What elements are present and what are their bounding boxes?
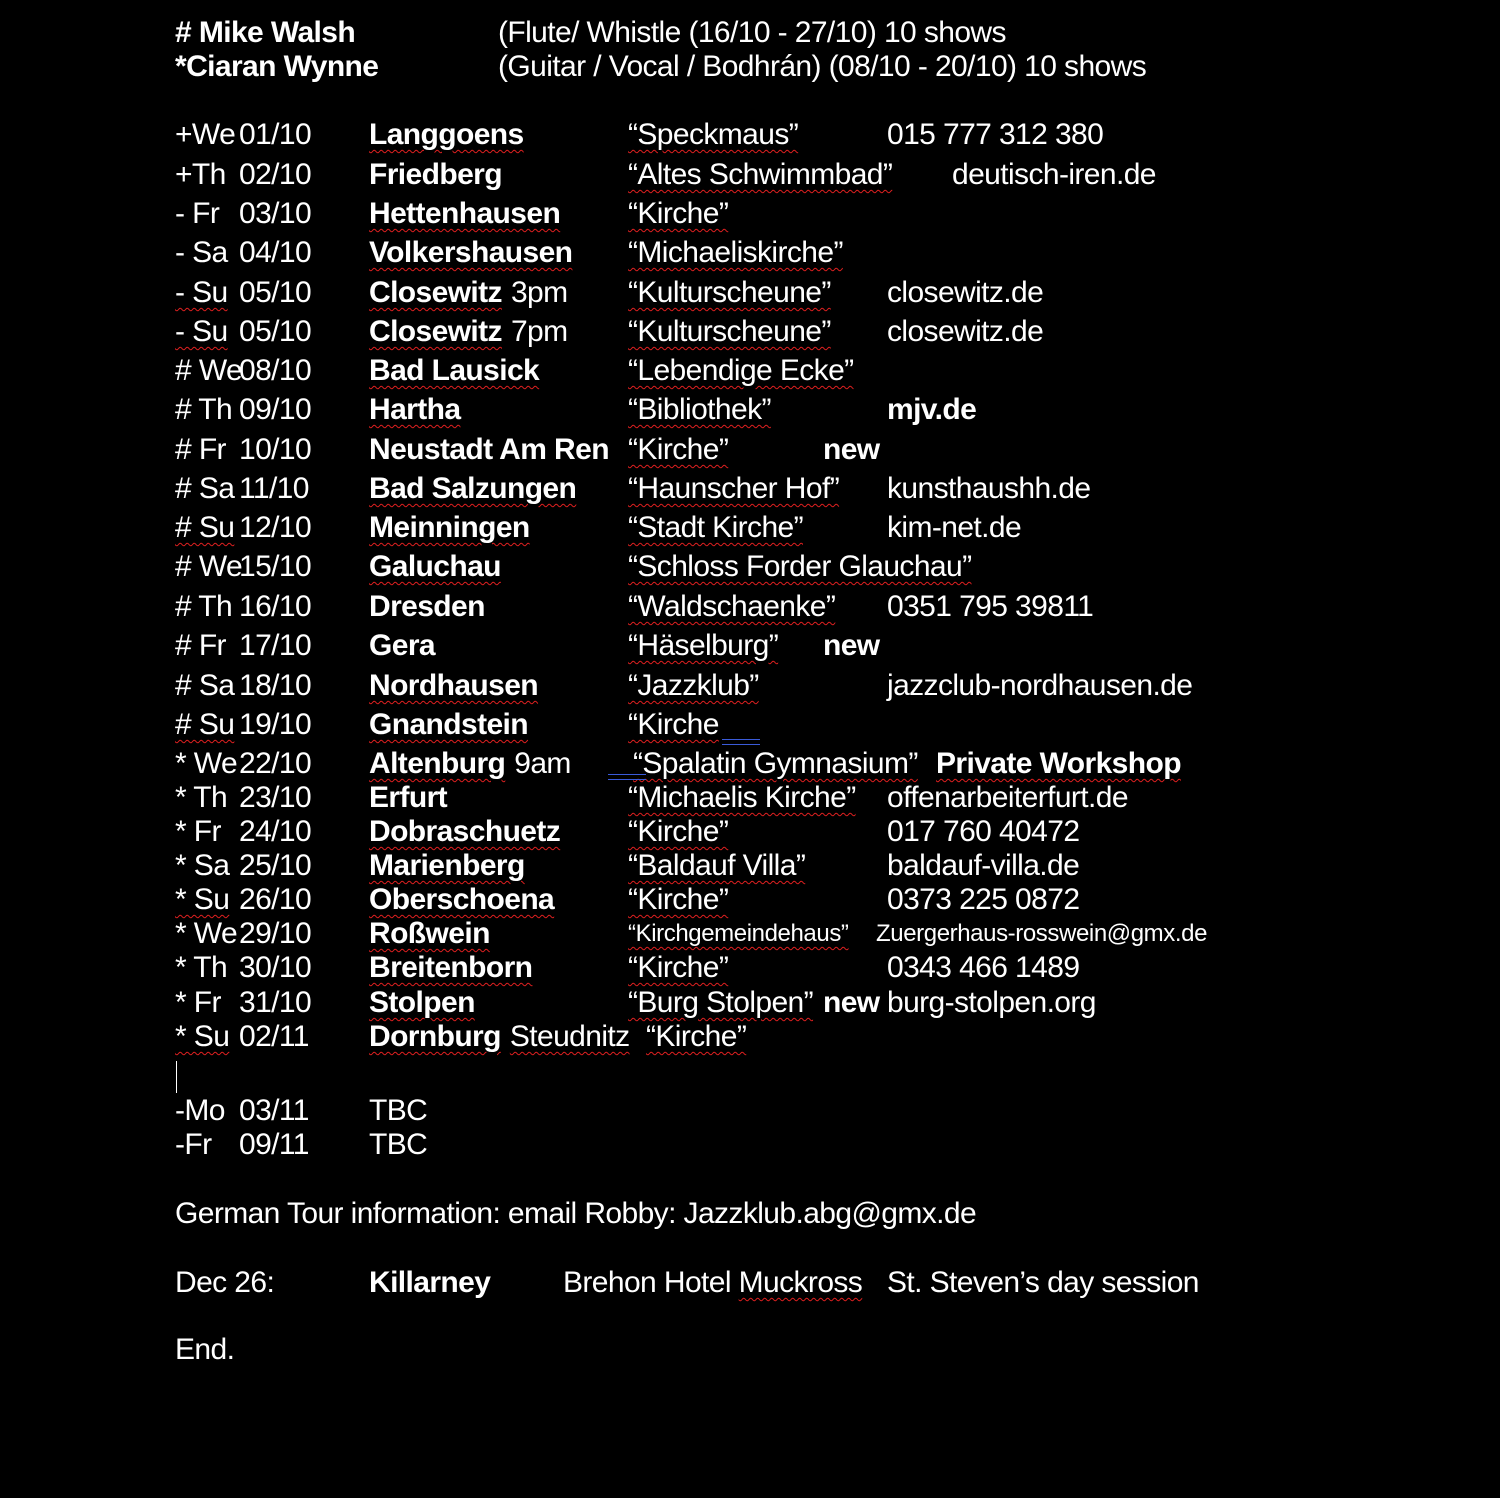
musician-role: (Flute/ Whistle (16/10 - 27/10) 10 shows [498,16,1006,49]
day-mark: - Fr [175,197,220,230]
contact: 015 777 312 380 [887,118,1104,151]
day-mark: # Fr [175,629,226,662]
day-mark: # We [175,354,243,387]
tour-row [0,917,1500,951]
musician-name: # Mike Walsh [175,16,356,49]
city: Gnandstein [369,708,529,741]
tour-row [0,393,1500,427]
city-cell [369,472,576,506]
header-line [0,16,1500,50]
city-cell [369,917,490,951]
city-cell [369,669,538,703]
venue: “Lebendige Ecke” [628,354,854,387]
venue: “Speckmaus” [628,118,799,151]
city: Marienberg [369,849,525,882]
date: 16/10 [239,590,312,623]
city: Nordhausen [369,669,539,702]
day-mark: * Fr [175,815,221,848]
city-extra: 3pm [510,276,568,309]
date: 18/10 [239,669,312,702]
tour-row [0,197,1500,231]
city-cell [369,590,485,624]
day-mark: # Su [175,511,235,544]
city-cell [369,883,554,917]
day-mark: # We [175,550,243,583]
venue: “Baldauf Villa” [628,849,806,882]
city: Neustadt Am Ren [369,433,609,466]
venue-part: Muckross [738,1266,863,1299]
city-cell [369,781,447,815]
venue: “Jazzklub” [628,669,759,702]
day-mark: * We [175,747,238,780]
city: Erfurt [369,781,448,814]
killarney-line [0,1266,1500,1300]
venue: “Haunscher Hof” [628,472,840,505]
tour-row [0,781,1500,815]
city: Oberschoena [369,883,555,916]
day-mark: -Mo [175,1094,225,1127]
tbc-text: TBC [369,1094,428,1127]
venue: “Altes Schwimmbad” [628,158,893,191]
day-mark: # Th [175,590,233,623]
venue: “Michaeliskirche” [628,236,843,269]
date: 31/10 [239,986,312,1019]
city-cell [369,986,475,1020]
city-cell [369,354,539,388]
contact: kim-net.de [887,511,1022,544]
city: Hettenhausen [369,197,561,230]
contact: Zuergerhaus-rosswein@gmx.de [876,920,1208,947]
city-cell [369,433,609,467]
date: 30/10 [239,951,312,984]
tour-row [0,708,1500,742]
city: Bad Salzungen [369,472,577,505]
date: 15/10 [239,550,312,583]
venue: “Kirche [628,708,719,741]
city-cell [369,747,571,781]
venue: “Bibliothek” [628,393,771,426]
date: 02/11 [239,1020,309,1053]
date: 04/10 [239,236,312,269]
tour-info-text: German Tour information: email Robby: Jazzklub.abg@gmx.de [175,1197,977,1230]
city: Meinningen [369,511,530,544]
date: 09/10 [239,393,312,426]
date: 10/10 [239,433,312,466]
contact: closewitz.de [887,276,1044,309]
city-cell [369,158,502,192]
city: Galuchau [369,550,501,583]
tour-row [0,815,1500,849]
city: Gera [369,629,435,662]
day-mark: * Su [175,1020,230,1053]
date: 19/10 [239,708,312,741]
date: 22/10 [239,747,312,780]
date: 03/10 [239,197,312,230]
tour-row [0,354,1500,388]
tour-row [0,511,1500,545]
date: 23/10 [239,781,312,814]
city-cell [369,315,568,349]
note: new [823,433,880,466]
city: Friedberg [369,158,502,191]
end-text: End. [175,1333,235,1366]
tour-row [0,472,1500,506]
venue: “Kirche” [628,883,729,916]
day-mark: * We [175,917,238,950]
tour-row [0,951,1500,985]
contact: baldauf-villa.de [887,849,1080,882]
city: Breitenborn [369,951,533,984]
city-cell [369,629,435,663]
city: Bad Lausick [369,354,540,387]
tour-row [0,849,1500,883]
venue: “Häselburg” [628,629,779,662]
tour-row [0,276,1500,310]
contact: offenarbeiterfurt.de [887,781,1128,814]
day-mark: +We [175,118,236,151]
day-mark: # Sa [175,669,235,702]
tour-row [0,669,1500,703]
city-extra: 7pm [510,315,568,348]
header-line [0,50,1500,84]
city-cell [369,197,560,231]
city: Closewitz [369,276,502,309]
date: Dec 26: [175,1266,275,1299]
tour-row [0,315,1500,349]
tour-row [0,236,1500,270]
venue: “Kulturscheune” [628,276,831,309]
tour-row [0,158,1500,192]
city: Stolpen [369,986,475,1019]
venue: “Kirche” [646,1020,747,1053]
city: Roßwein [369,917,490,950]
city: Hartha [369,393,461,426]
grammar-underline [722,739,760,745]
venue: “Kulturscheune” [628,315,831,348]
date: 08/10 [239,354,312,387]
venue: “Kirche” [628,815,729,848]
text-cursor [176,1061,177,1093]
date: 05/10 [239,276,312,309]
day-mark: - Su [175,276,228,309]
contact: 017 760 40472 [887,815,1080,848]
venue: “Kirche” [628,433,729,466]
tbc-row [0,1128,1500,1162]
contact: mjv.de [887,393,977,426]
date: 09/11 [239,1128,309,1161]
contact: 0343 466 1489 [887,951,1080,984]
date: 17/10 [239,629,312,662]
city-extra: Steudnitz [509,1020,630,1053]
contact: 0351 795 39811 [887,590,1094,623]
date: 11/10 [239,472,309,505]
venue: “Kirche” [628,951,729,984]
city-cell [369,511,530,545]
venue: “Kirchgemeindehaus” [628,920,849,947]
date: 12/10 [239,511,312,544]
city-cell [369,118,524,152]
city: Altenburg [369,747,506,780]
city-cell [369,393,460,427]
city-cell [369,550,501,584]
venue: “Burg Stolpen” [628,986,814,1019]
venue: “Kirche” [628,197,729,230]
note: new [823,986,880,1019]
venue: “Stadt Kirche” [628,511,803,544]
tbc-row [0,1094,1500,1128]
day-mark: # Fr [175,433,226,466]
tour-row [0,883,1500,917]
contact: closewitz.de [887,315,1044,348]
date: 24/10 [239,815,312,848]
day-mark: # Su [175,708,235,741]
musician-role: (Guitar / Vocal / Bodhrán) (08/10 - 20/10) 10 shows [498,50,1147,83]
date: 26/10 [239,883,312,916]
tour-row [0,629,1500,663]
date: 29/10 [239,917,312,950]
note: new [823,629,880,662]
date: 05/10 [239,315,312,348]
tbc-text: TBC [369,1128,428,1161]
venue: “Michaelis Kirche” [628,781,856,814]
city: Volkershausen [369,236,573,269]
venue: “Waldschaenke” [628,590,836,623]
contact: burg-stolpen.org [887,986,1096,1019]
day-mark: * Th [175,951,228,984]
day-mark: * Th [175,781,228,814]
tour-row [0,986,1500,1020]
day-mark: +Th [175,158,226,191]
contact: deutisch-iren.de [952,158,1156,191]
city: Dornburg [369,1020,501,1053]
city: Dobraschuetz [369,815,561,848]
city: Killarney [369,1266,491,1299]
tour-row [0,590,1500,624]
contact: kunsthaushh.de [887,472,1091,505]
day-mark: -Fr [175,1128,212,1161]
city-cell [369,849,525,883]
contact: 0373 225 0872 [887,883,1080,916]
tour-row [0,550,1500,584]
day-mark: - Sa [175,236,228,269]
city-cell [369,236,572,270]
date: 02/10 [239,158,312,191]
tour-row [0,1020,1500,1054]
city-cell [369,1020,630,1054]
contact: jazzclub-nordhausen.de [887,669,1193,702]
venue: “Spalatin Gymnasium” [633,747,918,780]
venue [563,1266,862,1300]
city-extra: 9am [514,747,571,780]
end-line [0,1333,1500,1367]
day-mark: * Su [175,883,230,916]
tour-row [0,433,1500,467]
tour-row [0,747,1500,781]
city: Langgoens [369,118,524,151]
day-mark: - Su [175,315,228,348]
tour-row [0,118,1500,152]
city-cell [369,815,560,849]
day-mark: # Sa [175,472,235,505]
venue-part: Brehon Hotel [563,1266,739,1299]
city-cell [369,708,528,742]
info-line [0,1197,1500,1231]
day-mark: * Fr [175,986,221,1019]
note: Private Workshop [936,747,1181,780]
grammar-underline [608,774,646,780]
city: Closewitz [369,315,502,348]
day-mark: # Th [175,393,233,426]
venue: “Schloss Forder Glauchau” [628,550,972,583]
date: 03/11 [239,1094,309,1127]
city-cell [369,951,532,985]
city: Dresden [369,590,485,623]
city-cell [369,276,568,310]
day-mark: * Sa [175,849,230,882]
date: 01/10 [239,118,312,151]
musician-name: *Ciaran Wynne [175,50,379,83]
event: St. Steven’s day session [887,1266,1199,1299]
date: 25/10 [239,849,312,882]
